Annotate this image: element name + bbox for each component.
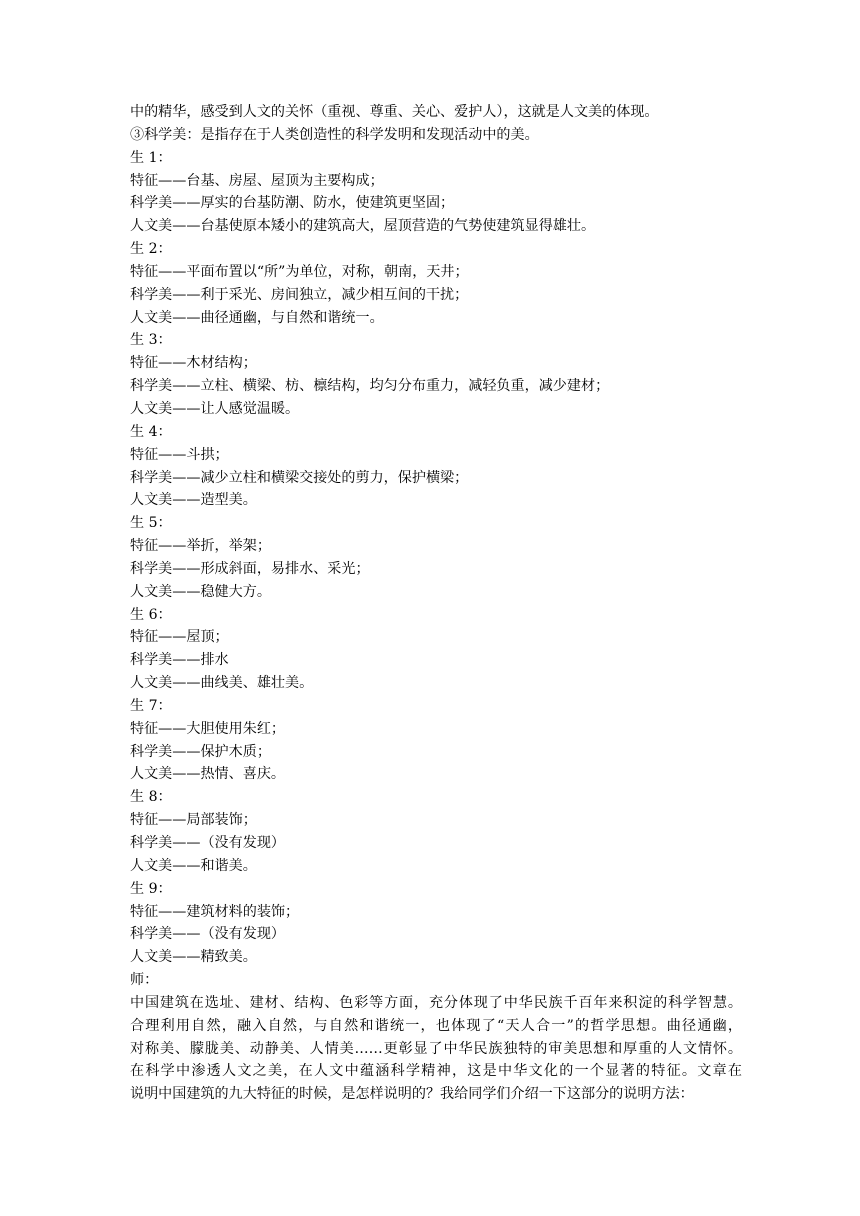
science-beauty-line: 科学美——（没有发现） — [130, 926, 286, 943]
science-beauty-line: 科学美——保护木质； — [130, 743, 271, 760]
feature-line: 特征——大胆使用朱红； — [130, 720, 286, 737]
science-beauty-line: 科学美——厚实的台基防潮、防水，使建筑更坚固； — [130, 195, 455, 212]
feature-line: 特征——平面布置以“所”为单位，对称，朝南，天井； — [130, 263, 469, 280]
humanity-beauty-line: 人文美——让人感觉温暖。 — [130, 400, 300, 417]
humanity-beauty-line: 人文美——稳健大方。 — [130, 583, 271, 600]
student-label: 生 1： — [130, 149, 172, 166]
text-body — [130, 101, 742, 1106]
feature-line: 特征——屋顶； — [130, 629, 229, 646]
humanity-beauty-line: 人文美——曲线美、雄壮美。 — [130, 675, 314, 692]
feature-line: 特征——木材结构； — [130, 355, 257, 372]
science-beauty-line: 科学美——减少立柱和横梁交接处的剪力，保护横梁； — [130, 469, 469, 486]
science-beauty-line: 科学美——立柱、横梁、枋、檩结构，均匀分布重力，减轻负重，减少建材； — [130, 378, 610, 395]
feature-line: 特征——举折，举架； — [130, 538, 271, 555]
humanity-beauty-line: 人文美——造型美。 — [130, 492, 257, 509]
student-label: 生 3： — [130, 332, 172, 349]
paragraph-line: 说明中国建筑的九大特征的时候，是怎样说明的？我给同学们介绍一下这部分的说明方法： — [130, 1086, 694, 1103]
paragraph-line: 在科学中渗透人文之美，在人文中蕴涵科学精神，这是中华文化的一个显著的特征。文章在 — [130, 1063, 742, 1080]
humanity-beauty-line: 人文美——精致美。 — [130, 949, 257, 966]
student-label: 生 9： — [130, 880, 172, 897]
science-beauty-line: 科学美——排水 — [130, 652, 229, 669]
feature-line: 特征——斗拱； — [130, 446, 229, 463]
student-label: 生 2： — [130, 241, 172, 258]
science-beauty-line: 科学美——（没有发现） — [130, 835, 286, 851]
text-line: ③科学美：是指存在于人类创造性的科学发明和发现活动中的美。 — [130, 126, 539, 143]
feature-line: 特征——台基、房屋、屋顶为主要构成； — [130, 172, 384, 189]
science-beauty-line: 科学美——利于采光、房间独立，减少相互间的干扰； — [130, 286, 469, 303]
humanity-beauty-line: 人文美——和谐美。 — [130, 857, 257, 874]
student-label: 生 7： — [130, 697, 172, 714]
paragraph-line: 对称美、朦胧美、动静美、人情美……更彰显了中华民族独特的审美思想和厚重的人文情怀。 — [130, 1040, 742, 1057]
feature-line: 特征——建筑材料的装饰； — [130, 903, 300, 920]
humanity-beauty-line: 人文美——热情、喜庆。 — [130, 766, 286, 783]
humanity-beauty-line: 人文美——台基使原本矮小的建筑高大，屋顶营造的气势使建筑显得雄壮。 — [130, 218, 596, 235]
paragraph-line: 中国建筑在选址、建材、结构、色彩等方面，充分体现了中华民族千百年来积淀的科学智慧。 — [130, 994, 742, 1011]
student-label: 生 6： — [130, 606, 172, 623]
teacher-paragraph — [130, 992, 742, 1106]
student-label: 生 5： — [130, 515, 172, 532]
student-label: 生 4： — [130, 423, 172, 440]
text-line: 中的精华，感受到人文的关怀（重视、尊重、关心、爱护人），这就是人文美的体现。 — [130, 104, 659, 120]
paragraph-line: 合理利用自然，融入自然，与自然和谐统一，也体现了“天人合一”的哲学思想。曲径通幽， — [130, 1017, 742, 1034]
humanity-beauty-line: 人文美——曲径通幽，与自然和谐统一。 — [130, 309, 384, 326]
teacher-label: 师： — [130, 972, 159, 989]
student-label: 生 8： — [130, 789, 172, 806]
document-page — [130, 101, 742, 1106]
feature-line: 特征——局部装饰； — [130, 812, 257, 829]
science-beauty-line: 科学美——形成斜面，易排水、采光； — [130, 560, 370, 577]
